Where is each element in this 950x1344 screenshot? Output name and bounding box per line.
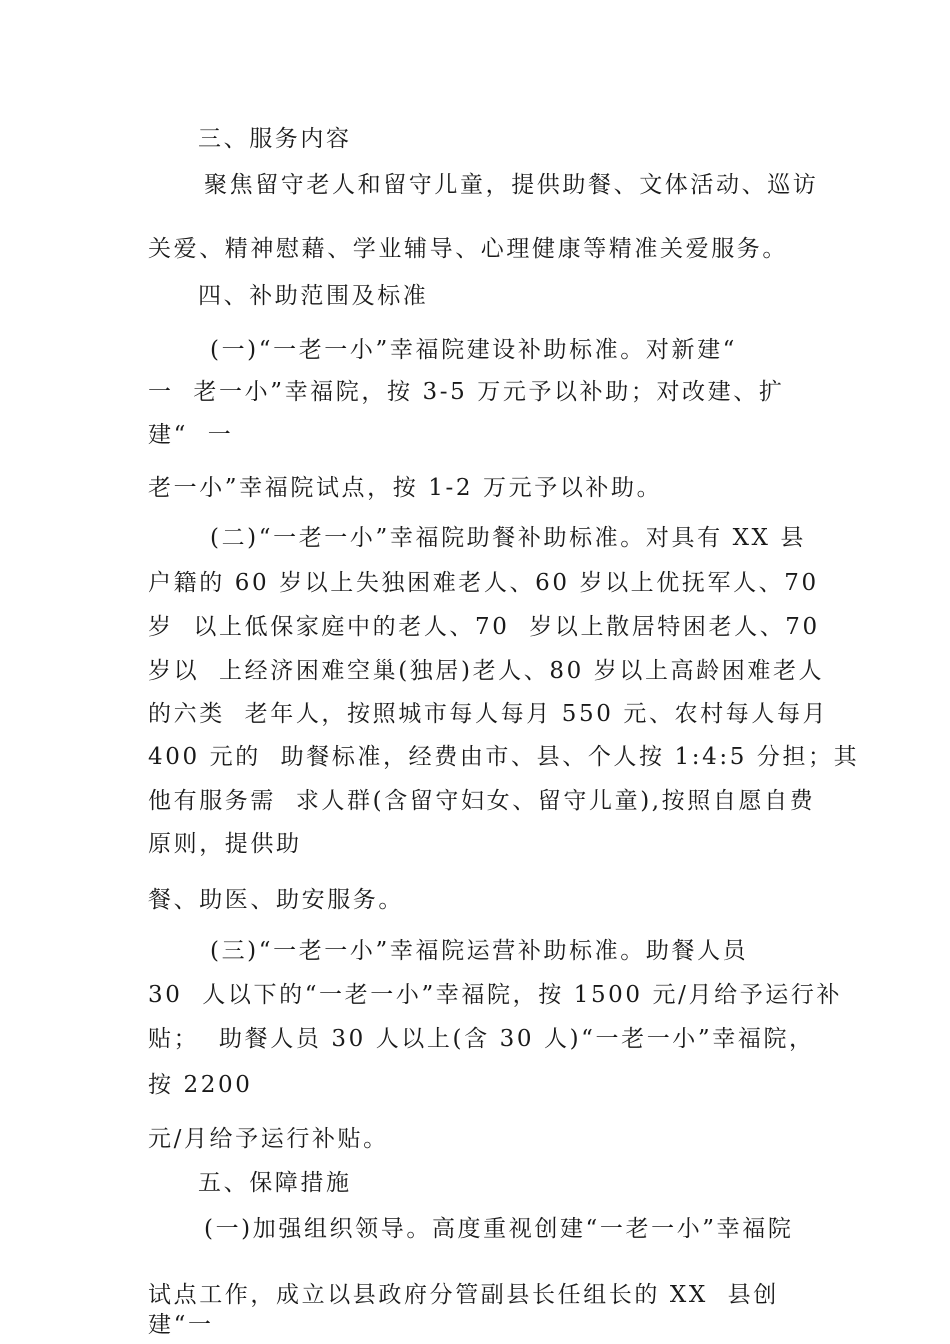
paragraph-line: 他有服务需 求人群(含留守妇女、留守儿童),按照自愿自费 bbox=[148, 788, 816, 814]
paragraph-line: 元/月给予运行补贴。 bbox=[148, 1126, 389, 1152]
paragraph-line: 岁以 上经济困难空巢(独居)老人、80 岁以上高龄困难老人 bbox=[148, 658, 825, 684]
paragraph-line: 按 2200 bbox=[148, 1072, 253, 1098]
paragraph-line: 建“ 一 bbox=[148, 422, 234, 448]
paragraph-line: (二)“一老一小”幸福院助餐补助标准。对具有 XX 县 bbox=[210, 525, 807, 551]
paragraph-line: 老一小”幸福院试点，按 1-2 万元予以补助。 bbox=[148, 475, 663, 501]
paragraph-line: 贴； 助餐人员 30 人以上(含 30 人)“一老一小”幸福院， bbox=[148, 1026, 815, 1052]
paragraph-line: 岁 以上低保家庭中的老人、70 岁以上散居特困老人、70 bbox=[148, 614, 820, 640]
paragraph-line: 30 人以下的“一老一小”幸福院，按 1500 元/月给予运行补 bbox=[148, 982, 843, 1008]
paragraph-line: 关爱、精神慰藉、学业辅导、心理健康等精准关爱服务。 bbox=[148, 236, 788, 262]
section-heading-service-content: 三、服务内容 bbox=[198, 126, 352, 152]
paragraph-line: 的六类 老年人，按照城市每人每月 550 元、农村每人每月 bbox=[148, 701, 829, 727]
paragraph-line: 聚焦留守老人和留守儿童，提供助餐、文体活动、巡访 bbox=[204, 172, 819, 198]
paragraph-line: 餐、助医、助安服务。 bbox=[148, 887, 404, 913]
paragraph-line: (一)加强组织领导。高度重视创建“一老一小”幸福院 bbox=[204, 1216, 794, 1242]
section-heading-safeguards: 五、保障措施 bbox=[198, 1170, 352, 1196]
paragraph-line: 户籍的 60 岁以上失独困难老人、60 岁以上优抚军人、70 bbox=[148, 570, 819, 596]
paragraph-line: 原则，提供助 bbox=[148, 831, 302, 857]
paragraph-line: (三)“一老一小”幸福院运营补助标准。助餐人员 bbox=[210, 938, 749, 964]
paragraph-line: 一 老一小”幸福院，按 3-5 万元予以补助；对改建、扩 bbox=[148, 379, 785, 405]
paragraph-line: 建“一 bbox=[148, 1312, 214, 1338]
paragraph-line: (一)“一老一小”幸福院建设补助标准。对新建“ bbox=[210, 337, 738, 363]
section-heading-subsidy-scope: 四、补助范围及标准 bbox=[198, 283, 429, 309]
paragraph-line: 400 元的 助餐标准，经费由市、县、个人按 1:4:5 分担；其 bbox=[148, 744, 860, 770]
paragraph-line: 试点工作，成立以县政府分管副县长任组长的 XX 县创 bbox=[148, 1282, 779, 1308]
